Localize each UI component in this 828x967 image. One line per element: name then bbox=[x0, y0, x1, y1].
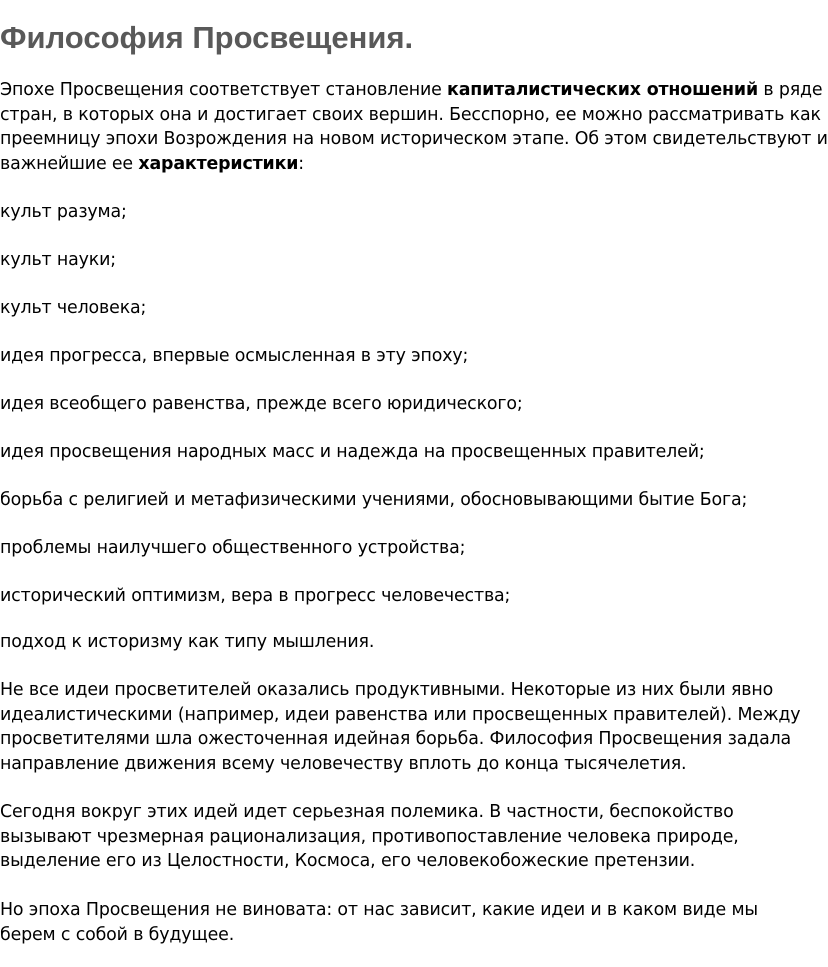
intro-emphasis: капиталистических отношений bbox=[447, 80, 758, 100]
page-title: Философия Просвещения. bbox=[0, 20, 414, 55]
paragraph-line: вызывают чрезмерная рационализация, противопоставление человека природе, bbox=[0, 826, 739, 847]
paragraph-line: направление движения всему человечеству вплоть до конца тысячелетия. bbox=[0, 753, 687, 774]
characteristic-item: проблемы наилучшего общественного устройства; bbox=[0, 538, 466, 558]
paragraph-line: Сегодня вокруг этих идей идет серьезная полемика. В частности, беспокойство bbox=[0, 802, 734, 822]
characteristic-item: борьба с религией и метафизическими учениями, обосновывающими бытие Бога; bbox=[0, 490, 748, 510]
intro-text: в ряде bbox=[758, 80, 823, 100]
intro-line-1 bbox=[0, 78, 823, 103]
paragraph-line: Но эпоха Просвещения не виновата: от нас зависит, какие идеи и в каком виде мы bbox=[0, 900, 759, 920]
intro-text: важнейшие ее bbox=[0, 153, 139, 174]
paragraph-line: выделение его из Целостности, Космоса, его человекобожеские претензии. bbox=[0, 851, 696, 871]
paragraph-conclusion bbox=[0, 898, 816, 947]
intro-emphasis: характеристики bbox=[138, 153, 299, 174]
intro-text: Эпохе Просвещения соответствует становление bbox=[0, 80, 448, 100]
characteristic-item: идея всеобщего равенства, прежде всего юридического; bbox=[0, 394, 523, 414]
paragraph-ideas bbox=[0, 678, 816, 776]
paragraph-line: просветителями шла ожесточенная идейная борьба. Философия Просвещения задала bbox=[0, 729, 792, 749]
characteristic-item: культ науки; bbox=[0, 250, 117, 270]
characteristic-item: идея просвещения народных масс и надежда на просвещенных правителей; bbox=[0, 442, 705, 462]
characteristic-item: исторический оптимизм, вера в прогресс человечества; bbox=[0, 586, 511, 606]
characteristic-item: идея прогресса, впервые осмысленная в эту эпоху; bbox=[0, 346, 469, 366]
intro-text: : bbox=[298, 153, 305, 174]
intro-line-4 bbox=[0, 152, 816, 177]
paragraph-line: берем с собой в будущее. bbox=[0, 924, 235, 945]
intro-line-3: преемницу эпохи Возрождения на новом историческом этапе. Об этом свидетельствуют и bbox=[0, 129, 828, 149]
characteristic-item: культ разума; bbox=[0, 202, 127, 222]
intro-paragraph bbox=[0, 78, 828, 176]
paragraph-today bbox=[0, 800, 816, 874]
characteristic-item: культ человека; bbox=[0, 298, 147, 318]
paragraph-line: Не все идеи просветителей оказались продуктивными. Некоторые из них были явно bbox=[0, 680, 774, 700]
characteristic-item: подход к историзму как типу мышления. bbox=[0, 632, 375, 652]
intro-line-2: стран, в которых она и достигает своих вершин. Бесспорно, ее можно рассматривать как bbox=[0, 104, 821, 125]
paragraph-line: идеалистическими (например, идеи равенства или просвещенных правителей). Между bbox=[0, 704, 801, 725]
